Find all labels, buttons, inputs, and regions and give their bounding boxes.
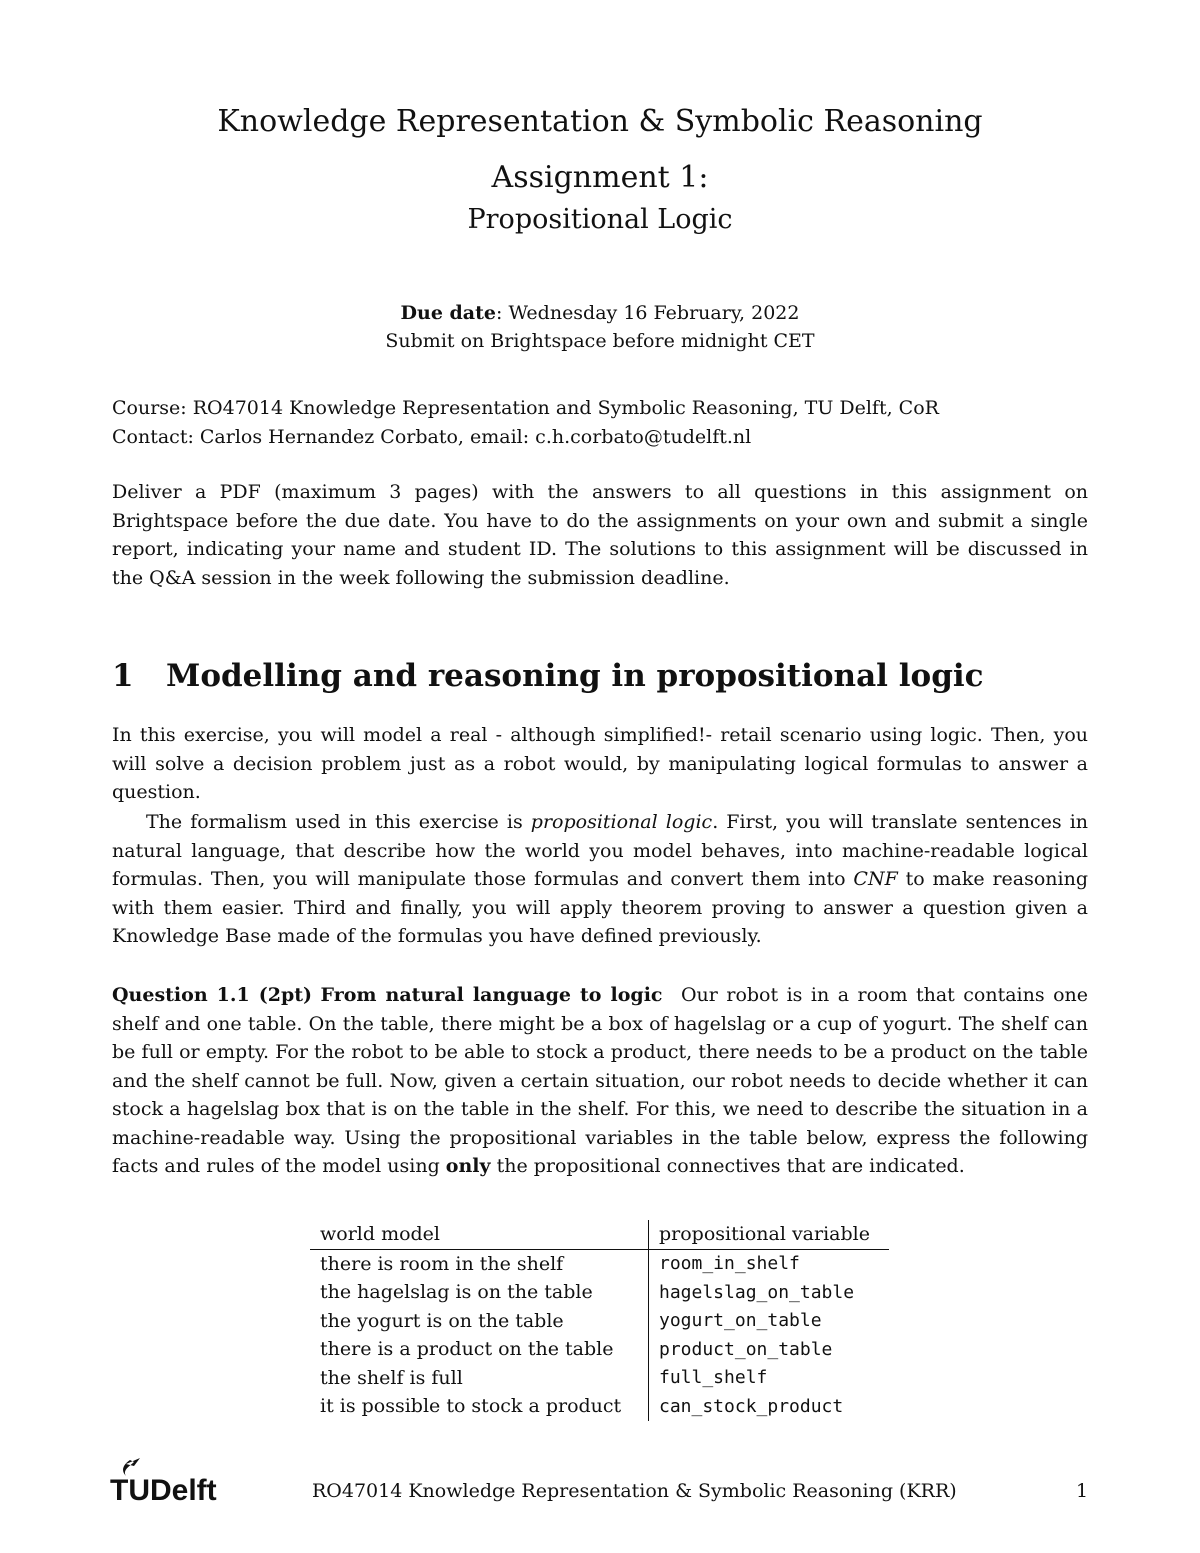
document-title: Knowledge Representation & Symbolic Reasoning — [217, 104, 983, 139]
course-info — [112, 394, 1088, 451]
section-heading — [112, 658, 984, 694]
due-date-label: Due date — [400, 302, 496, 324]
section-number: 1 — [112, 658, 134, 694]
section-title: Modelling and reasoning in propositional logic — [166, 658, 984, 694]
section-paragraph-2 — [112, 808, 1088, 951]
course-line: Course: RO47014 Knowledge Representation and Symbolic Reasoning, TU Delft, CoR — [112, 397, 939, 419]
question-title: From natural language to logic — [320, 984, 663, 1006]
question-text-b: the propositional connectives that are indicated. — [490, 1155, 965, 1177]
table-header-row — [310, 1220, 889, 1249]
table-row — [310, 1307, 889, 1336]
para2-emphasis-2: CNF — [853, 868, 898, 890]
table-row — [310, 1364, 889, 1393]
section-paragraph-1: In this exercise, you will model a real - although simplified!- retail scenario using logic. Then, you will solve a decision problem just as a robot would, by manipulating logical formulas to answer a question. — [112, 724, 1088, 803]
table-cell-variable: yogurt_on_table — [649, 1307, 890, 1336]
table-cell-variable: full_shelf — [649, 1364, 890, 1393]
tudelft-logo — [110, 1456, 230, 1506]
table-cell-world-model: the yogurt is on the table — [320, 1309, 564, 1332]
variables-table — [310, 1220, 889, 1421]
table-row — [310, 1278, 889, 1307]
due-date-value: : Wednesday 16 February, 2022 — [496, 302, 800, 324]
due-date — [0, 302, 1200, 324]
table-cell-world-model: the hagelslag is on the table — [320, 1281, 593, 1304]
table-cell-variable: room_in_shelf — [649, 1249, 890, 1278]
table-cell-variable: product_on_table — [649, 1335, 890, 1364]
footer-text: RO47014 Knowledge Representation & Symbolic Reasoning (KRR) — [312, 1480, 957, 1502]
para2-text-c: to make reasoning with them easier. Third and finally, you will apply theorem proving to answer a question given a Knowledge Base made of the formulas you have defined previously. — [112, 868, 1089, 947]
assignment-topic: Propositional Logic — [467, 204, 733, 235]
question-label: Question 1.1 (2pt) — [112, 984, 313, 1006]
question-text-bold: only — [445, 1155, 491, 1177]
question-text-a: Our robot is in a room that contains one shelf and one table. On the table, there might be a box of hagelslag or a cup of yogurt. The shelf can be full or empty. For the robot to be able to stock a product, there needs to be a product on the table and the shelf cannot be full. Now, given a certain situation, our robot needs to decide whether it can stock a hagelslag box that is on the table in the shelf. For this, we need to describe the situation in a machine-readable way. Using the propositional variables in the table below, express the following facts and rules of the model using — [112, 984, 1088, 1177]
question-paragraph — [112, 981, 1088, 1181]
table-cell-world-model: the shelf is full — [320, 1366, 463, 1389]
submission-note: Submit on Brightspace before midnight CET — [385, 330, 815, 352]
para2-text-a: The formalism used in this exercise is — [146, 811, 531, 833]
table-cell-world-model: it is possible to stock a product — [320, 1395, 622, 1418]
intro-paragraph: Deliver a PDF (maximum 3 pages) with the answers to all questions in this assignment on Brightspace before the due date. You have to do the assignments on your own and submit a single report, indicating your name and student ID. The solutions to this assignment will be discussed in the Q&A session in the week following the submission deadline. — [112, 481, 1088, 589]
table-cell-world-model: there is room in the shelf — [320, 1252, 564, 1275]
table-header-variable: propositional variable — [649, 1220, 890, 1249]
table-cell-variable: can_stock_product — [649, 1392, 890, 1421]
para2-text-b: . First, you will translate sentences in natural language, that describe how the world you model behaves, into machine-readable logical formulas. Then, you will manipulate those formulas and convert them into — [112, 811, 1089, 890]
table-row — [310, 1392, 889, 1421]
table-cell-variable: hagelslag_on_table — [649, 1278, 890, 1307]
table-header-world-model: world model — [310, 1220, 649, 1249]
para2-emphasis-1: propositional logic — [530, 811, 713, 833]
table-row — [310, 1249, 889, 1278]
assignment-number: Assignment 1: — [491, 160, 709, 195]
table-row — [310, 1335, 889, 1364]
page-number: 1 — [1076, 1480, 1089, 1502]
logo-wordmark: TUDelft — [110, 1474, 217, 1506]
contact-line: Contact: Carlos Hernandez Corbato, email: c.h.corbato@tudelft.nl — [112, 425, 752, 448]
table-cell-world-model: there is a product on the table — [320, 1338, 614, 1361]
